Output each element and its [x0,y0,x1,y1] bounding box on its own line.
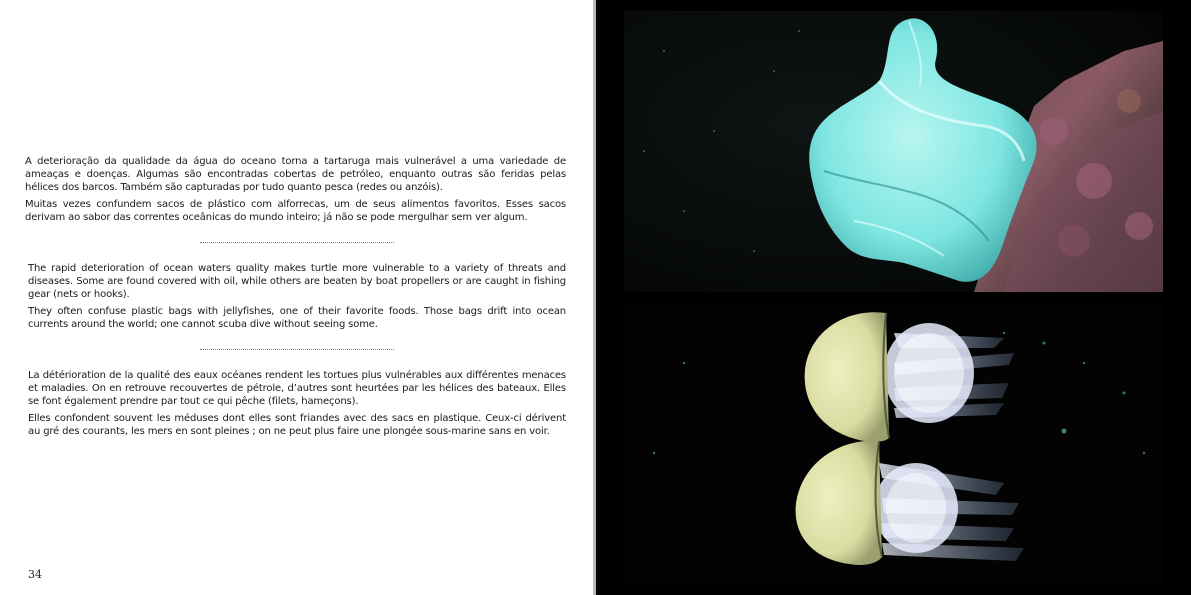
paragraph-en-2: They often confuse plastic bags with jellyfishes, one of their favorite foods. Those bags drift into ocean currents around the world; one cannot scuba dive without seeing some. [28,306,566,331]
paragraph-pt-2: Muitas vezes confundem sacos de plástico com alforrecas, um de seus alimentos favoritos. Esses sacos derivam ao sabor das correntes oceânicas do mundo inteiro; já não se pode mergulhar sem ver algum. [25,199,566,224]
dotted-separator [200,349,394,350]
dotted-separator [200,242,394,243]
jellyfish-illustration [624,303,1163,584]
text-block-english [28,262,566,335]
left-page [0,0,593,595]
photo-jellyfish [624,303,1163,584]
text-block-french [28,369,566,442]
plastic-bag-illustration [624,11,1163,292]
paragraph-fr-1: La détérioration de la qualité des eaux océanes rendent les tortues plus vulnérables aux différentes menaces et maladies. On en retrouve recouvertes de pétrole, d’autres sont heurtées par les hélices des bateaux. Elles se font également prendre par tout ce qui pêche (filets, hameçons). [28,370,566,408]
paragraph-pt-1: A deterioração da qualidade da água do oceano torna a tartaruga mais vulnerável a uma variedade de ameaças e doenças. Algumas são encontradas cobertas de petróleo, enquanto outras são feridas pelas hélices dos barcos. Também são capturadas por tudo quanto pesca (redes ou anzóis). [25,156,566,194]
paragraph-fr-2: Elles confondent souvent les méduses dont elles sont friandes avec des sacs en plastique. Ceux-ci dérivent au gré des courants, les mers en sont pleines ; on ne peut plus faire une plongée sous-marine sans en voir. [28,413,566,438]
paragraph-en-1: The rapid deterioration of ocean waters quality makes turtle more vulnerable to a variety of threats and diseases. Some are found covered with oil, while others are beaten by boat propellers or are caught in fishing gear (nets or hooks). [28,263,566,301]
photo-plastic-bag [624,11,1163,292]
text-block-portuguese [25,155,566,228]
page-number: 34 [28,568,42,581]
